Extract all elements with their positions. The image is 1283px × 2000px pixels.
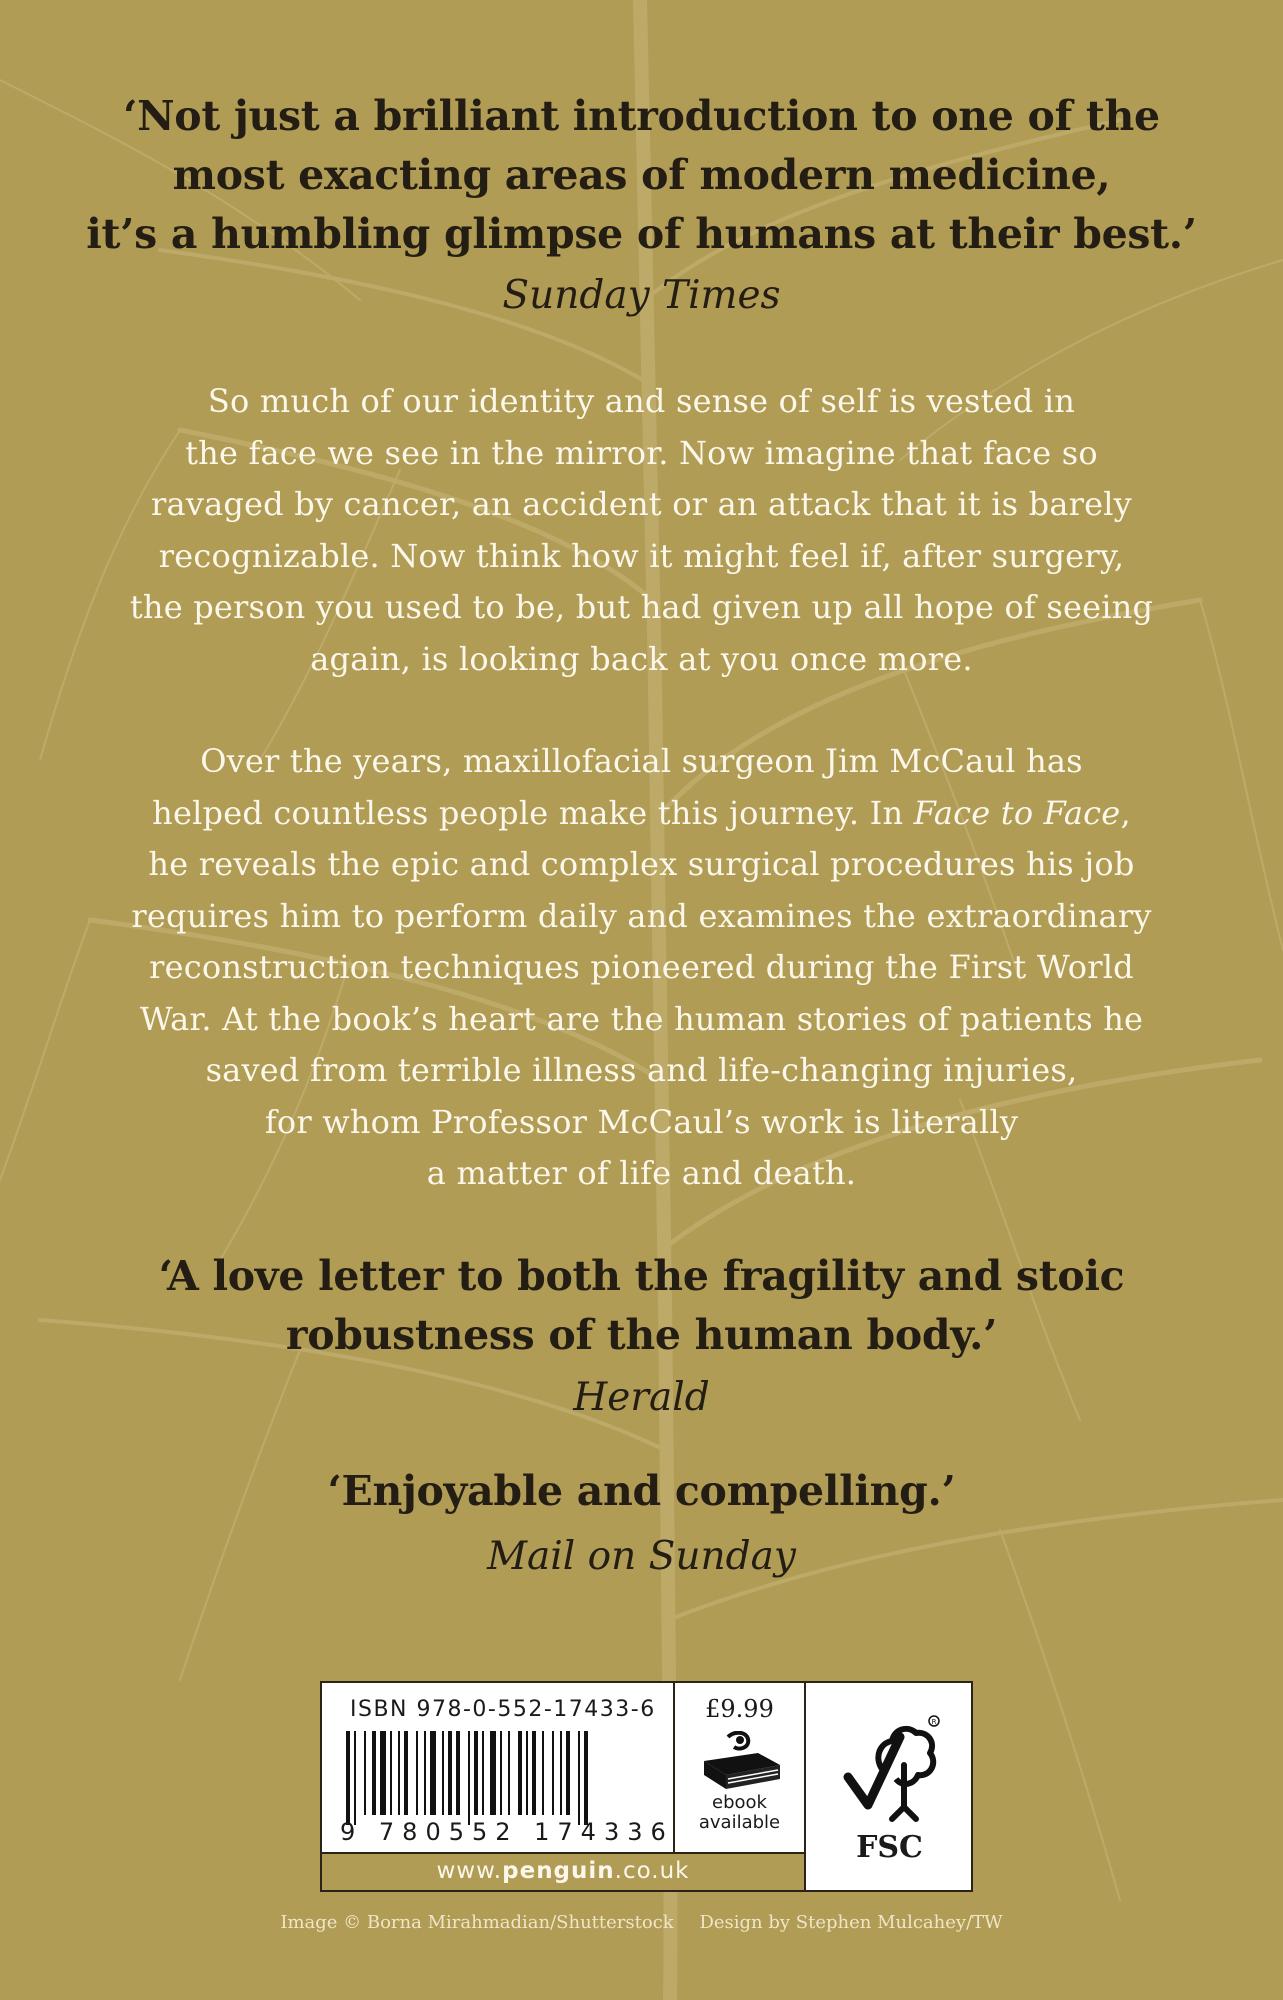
blurb-text: , <box>1120 793 1131 832</box>
blurb-line: recognizable. Now think how it might feel if, after surgery, <box>158 536 1125 575</box>
book-title: Face to Face <box>913 793 1121 832</box>
barcode-panel <box>320 1681 973 1892</box>
quote-line: most exacting areas of modern medicine, <box>172 151 1111 199</box>
blurb-line: again, is looking back at you once more. <box>310 639 973 678</box>
ebook-label <box>675 1793 804 1833</box>
ebook-label-line: available <box>698 1812 781 1833</box>
ebook-label-line: ebook <box>712 1792 767 1813</box>
isbn-box <box>322 1683 675 1852</box>
blurb-line: the person you used to be, but had given up all hope of seeing <box>129 588 1154 626</box>
price-box <box>675 1683 806 1852</box>
quote-line: it’s a humbling glimpse of humans at their best.’ <box>86 210 1197 258</box>
website-prefix: www. <box>436 1858 503 1884</box>
blurb-line: War. At the book’s heart are the human stories of patients he <box>139 999 1144 1038</box>
design-credit: Design by Stephen Mulcahey/TW <box>699 1912 1003 1933</box>
website-suffix: .co.uk <box>614 1858 690 1884</box>
blurb-line: ravaged by cancer, an accident or an attack that it is barely <box>151 485 1132 523</box>
quote-source-mail-on-sunday: Mail on Sunday <box>487 1534 796 1579</box>
blurb-line: he reveals the epic and complex surgical procedures his job <box>148 845 1135 883</box>
fsc-tree-check-icon <box>834 1707 944 1837</box>
fsc-box <box>806 1683 973 1890</box>
blurb-line: the face we see in the mirror. Now imagine that face so <box>185 433 1098 472</box>
cover-credits <box>0 1912 1283 1933</box>
barcode-icon <box>344 1731 654 1825</box>
review-quote-herald <box>0 1247 1283 1365</box>
barcode-digits: 9 780552 174336 <box>340 1818 674 1846</box>
blurb-line: reconstruction techniques pioneered during the First World <box>149 948 1134 986</box>
blurb-line: a matter of life and death. <box>426 1154 857 1192</box>
quote-line: robustness of the human body.’ <box>285 1311 998 1359</box>
review-quote-mail-on-sunday <box>0 1462 1283 1521</box>
publisher-website[interactable] <box>322 1852 806 1890</box>
blurb-paragraph-2 <box>0 736 1283 1200</box>
quote-source-sunday-times: Sunday Times <box>502 273 781 318</box>
quote-line: ‘Not just a brilliant introduction to one of the <box>123 92 1160 140</box>
image-credit: Image © Borna Mirahmadian/Shutterstock <box>280 1912 674 1933</box>
blurb-line: for whom Professor McCaul’s work is literally <box>264 1102 1019 1141</box>
quote-line: ‘Enjoyable and compelling.’ <box>327 1467 956 1515</box>
website-brand: penguin <box>502 1858 615 1884</box>
blurb-line: So much of our identity and sense of self is vested in <box>207 382 1076 420</box>
blurb-paragraph-1 <box>0 376 1283 685</box>
blurb-line: saved from terrible illness and life-changing injuries, <box>205 1051 1078 1089</box>
quote-source-herald: Herald <box>573 1375 710 1420</box>
blurb-line: requires him to perform daily and examines the extraordinary <box>131 896 1152 935</box>
price: £9.99 <box>705 1695 774 1723</box>
blurb-line: Over the years, maxillofacial surgeon Jim McCaul has <box>200 742 1083 780</box>
svg-text:R: R <box>931 1718 937 1726</box>
blurb-text: helped countless people make this journey. In <box>152 793 914 832</box>
ebook-icon <box>700 1731 782 1793</box>
isbn-number: ISBN 978-0-552-17433-6 <box>350 1697 656 1722</box>
quote-line: ‘A love letter to both the fragility and stoic <box>158 1252 1125 1300</box>
review-quote-sunday-times <box>0 87 1283 264</box>
fsc-label: FSC <box>856 1830 923 1865</box>
blurb-line <box>0 788 1283 840</box>
